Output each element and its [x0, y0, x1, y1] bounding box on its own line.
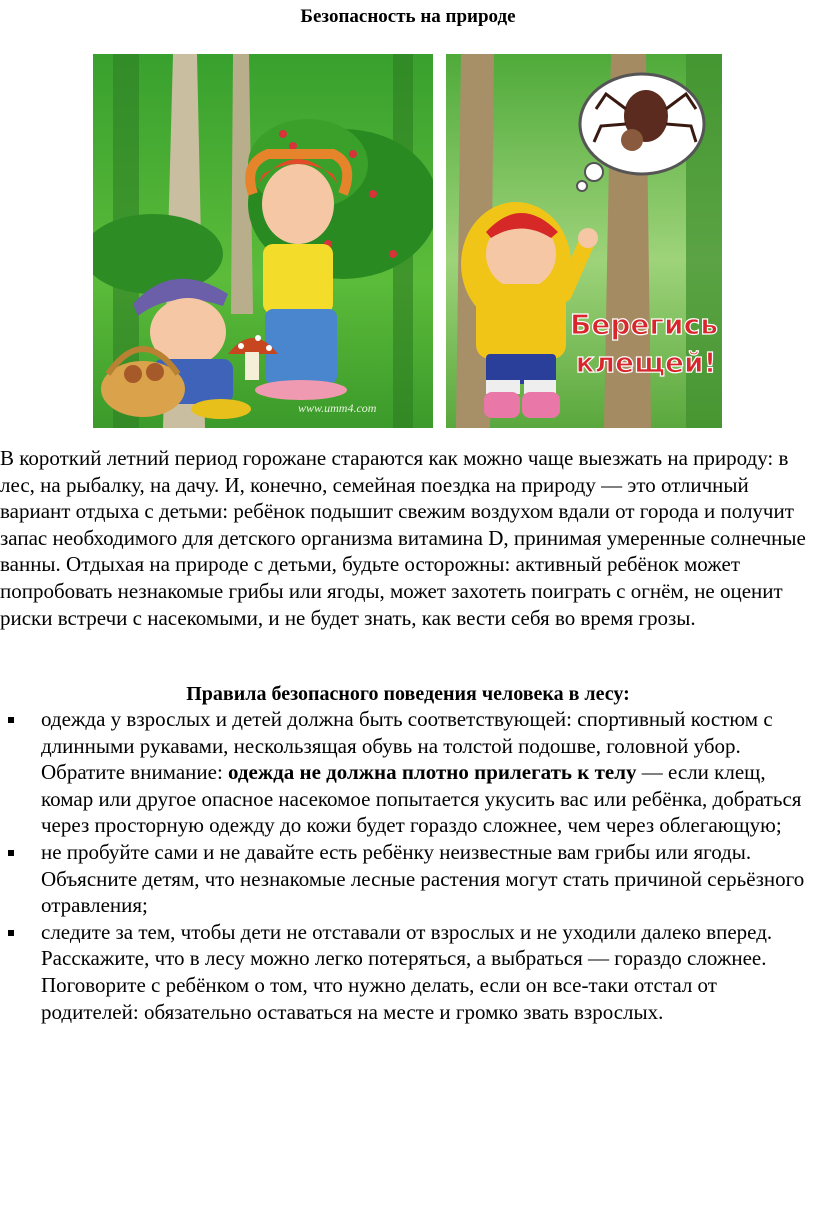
bullet-square-icon	[8, 850, 14, 856]
list-item	[0, 919, 812, 1025]
forest-children-illustration	[93, 54, 433, 428]
rule-text: следите за тем, чтобы дети не отставали от взрослых и не уходили далеко вперед. Расскажите, что в лесу можно легко потеряться, а выбраться — гораздо сложнее. Поговорите с ребёнком о том, что нужно делать, если он все-таки отстал от родителей: обязательно оставаться на месте и громко звать взрослых.	[41, 919, 773, 1024]
tick-caption-line2: клещей!	[575, 346, 717, 379]
illustration-watermark: www.umm4.com	[298, 401, 377, 415]
rules-heading: Правила безопасного поведения человека в лесу:	[186, 683, 630, 705]
bullet-square-icon	[8, 930, 14, 936]
rule-text: не пробуйте сами и не давайте есть ребёнку неизвестные вам грибы или ягоды. Объясните детям, что незнакомые лесные растения могут стать причиной серьёзного отравления;	[41, 839, 805, 918]
rules-list	[0, 706, 812, 1025]
page-title: Безопасность на природе	[300, 6, 516, 27]
tick-caption-line1: Берегись	[570, 308, 718, 341]
list-item	[0, 839, 812, 919]
bullet-square-icon	[8, 717, 14, 723]
rule-text-part: одежда у взрослых и детей должна быть соответствующей: спортивный костюм с длинными рукавами, нескользящая обувь на толстой подошве, головной убор. Обратите внимание:	[41, 707, 773, 785]
list-item	[0, 706, 812, 839]
rule-emphasis: одежда не должна плотно прилегать к телу	[228, 760, 637, 785]
tick-warning-illustration	[446, 54, 722, 428]
rule-text-part: — если клещ, комар или другое опасное насекомое попытается укусить вас или ребёнка, добраться через просторную одежду до кожи будет гораздо сложнее, чем через облегающую;	[41, 760, 802, 838]
intro-paragraph: В короткий летний период горожане стараются как можно чаще выезжать на природу: в лес, на рыбалку, на дачу. И, конечно, семейная поездка на природу — это отличный вариант отдыха с детьми: ребёнок подышит свежим воздухом вдали от города и получит запас необходимого для детского организма витамина D, принимая умеренные солнечные ванны. Отдыхая на природе с детьми, будьте осторожны: активный ребёнок может попробовать незнакомые грибы или ягоды, может захотеть поиграть с огнём, не оценит риски встречи с насекомыми, и не будет знать, как вести себя во время грозы.	[0, 446, 806, 630]
